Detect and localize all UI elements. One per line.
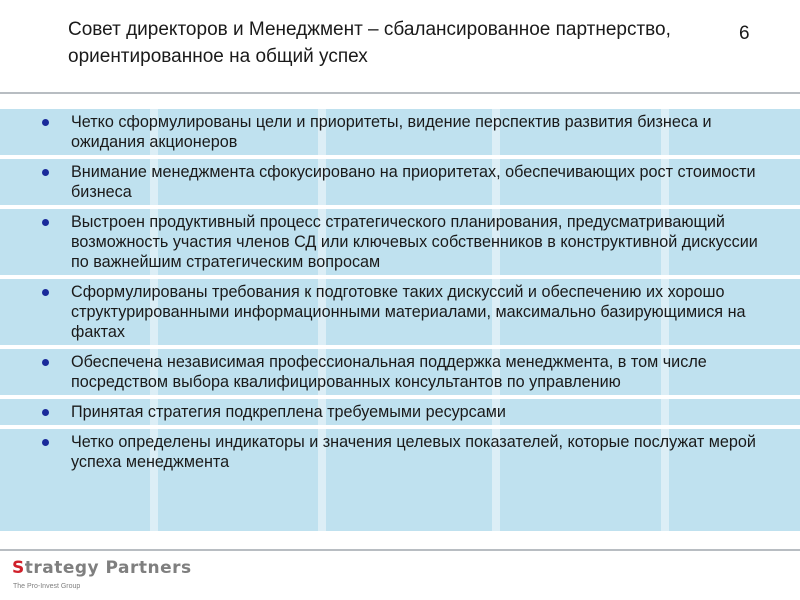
bullet-list <box>0 109 800 475</box>
bullet-icon <box>42 289 49 296</box>
bullet-icon <box>42 409 49 416</box>
bullet-icon <box>42 169 49 176</box>
bullet-item <box>0 109 800 159</box>
strategy-partners-logo <box>12 558 232 594</box>
logo-tagline: The Pro-Invest Group <box>13 583 81 590</box>
bullet-text: Четко определены индикаторы и значения целевых показателей, которые послужат мерой успеха менеджмента <box>71 433 756 471</box>
bullet-item <box>0 279 800 349</box>
bullet-text: Обеспечена независимая профессиональная поддержка менеджмента, в том числе посредством выбора квалифицированных консультантов по управлению <box>71 353 707 391</box>
bullet-text: Выстроен продуктивный процесс стратегического планирования, предусматривающий возможность участия членов СД или ключевых собственников в конструктивной дискуссии по важнейшим стратегическим вопросам <box>71 213 758 271</box>
slide-title: Совет директоров и Менеджмент – сбалансированное партнерство, ориентированное на общий успех <box>68 19 671 67</box>
bullet-icon <box>42 359 49 366</box>
bullet-item <box>0 429 800 475</box>
logo-initial: S <box>12 558 25 578</box>
content-panel <box>0 109 800 531</box>
page-number: 6 <box>739 23 750 44</box>
bullet-item <box>0 209 800 279</box>
logo-wordmark <box>12 558 192 578</box>
bullet-item <box>0 399 800 429</box>
bullet-text: Внимание менеджмента сфокусировано на приоритетах, обеспечивающих рост стоимости бизнеса <box>71 163 756 201</box>
logo-name: trategy Partners <box>24 558 192 578</box>
bullet-text: Сформулированы требования к подготовке таких дискуссий и обеспечению их хорошо структурированными информационными материалами, максимально базирующимися на фактах <box>71 283 746 341</box>
bullet-text: Принятая стратегия подкреплена требуемыми ресурсами <box>71 403 506 421</box>
bullet-text: Четко сформулированы цели и приоритеты, видение перспектив развития бизнеса и ожидания акционеров <box>71 113 712 151</box>
title-divider <box>0 92 800 94</box>
footer-divider <box>0 549 800 551</box>
bullet-item <box>0 159 800 209</box>
bullet-icon <box>42 439 49 446</box>
bullet-icon <box>42 119 49 126</box>
bullet-icon <box>42 219 49 226</box>
bullet-item <box>0 349 800 399</box>
